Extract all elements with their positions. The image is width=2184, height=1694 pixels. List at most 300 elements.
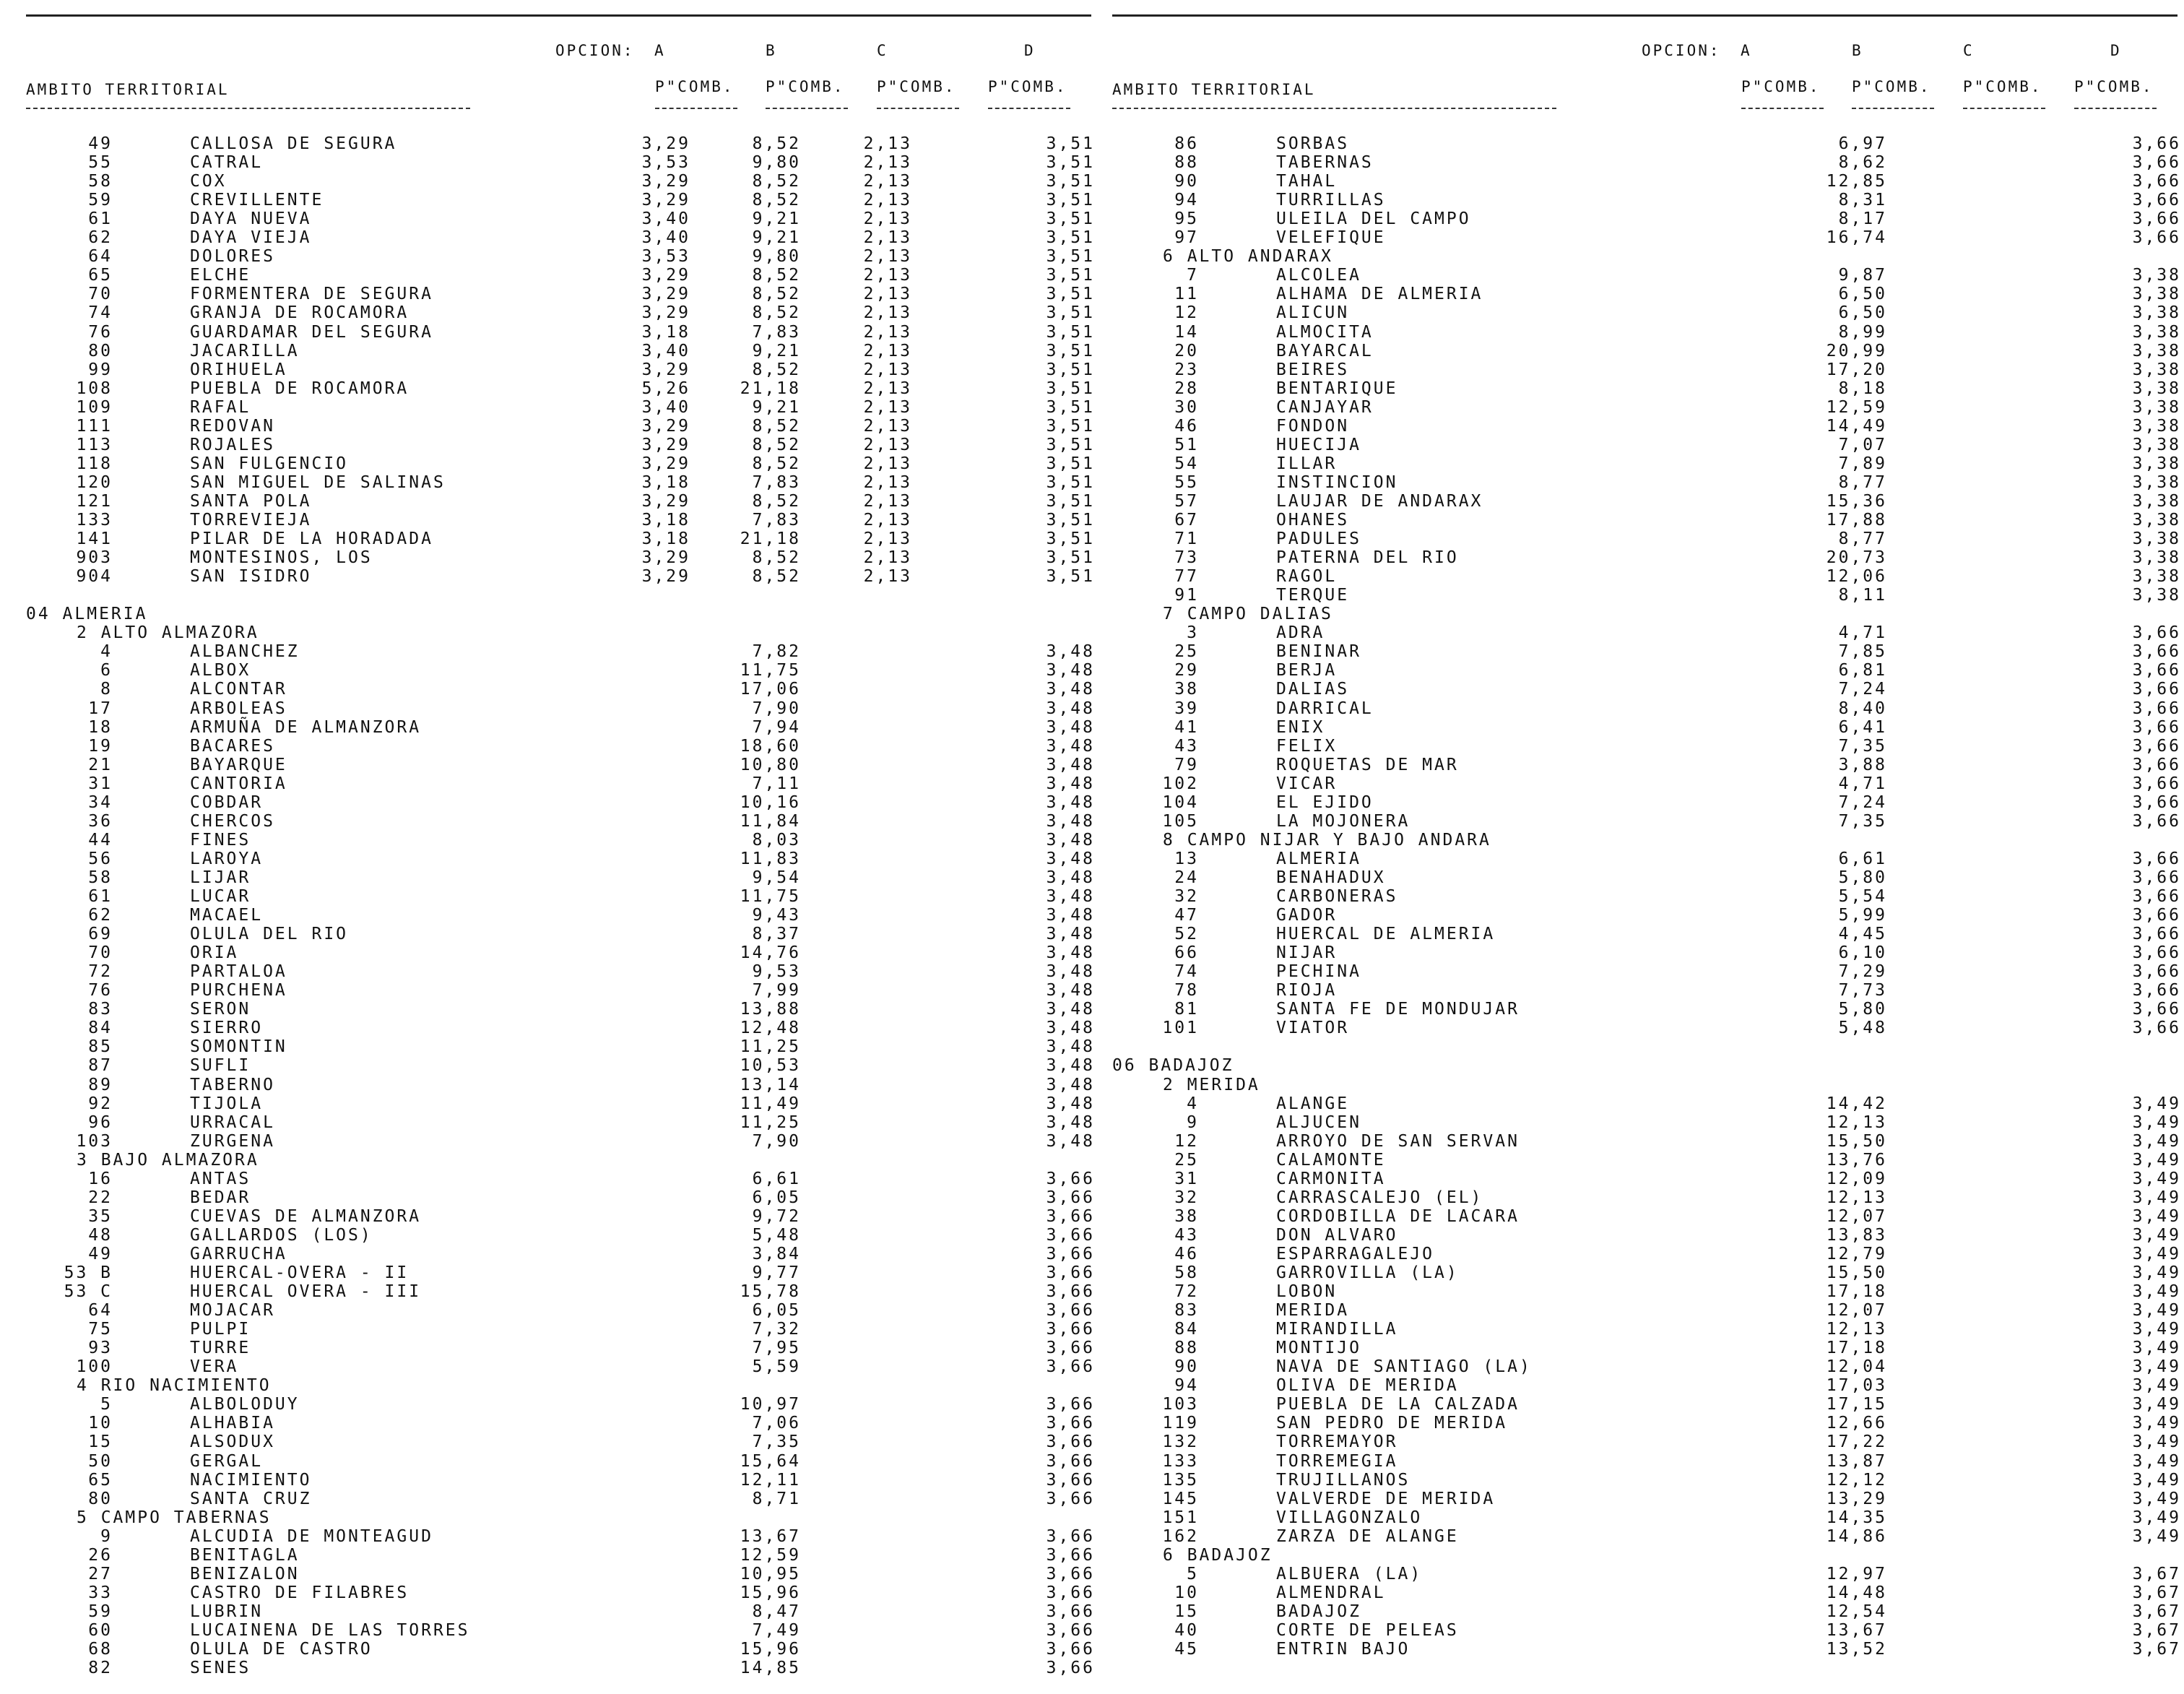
value-b: 8,37	[752, 925, 801, 944]
row-name: SIERRO	[190, 1019, 264, 1038]
table-row	[1112, 737, 2181, 756]
row-name: PARTALOA	[190, 962, 287, 982]
value-b: 11,75	[740, 661, 801, 680]
row-number: 97	[1174, 228, 1199, 248]
table-row	[26, 1320, 1095, 1339]
value-d: 3,51	[1046, 379, 1095, 398]
value-c: 2,13	[863, 454, 912, 473]
value-d: 3,67	[2132, 1564, 2181, 1583]
value-b: 8,52	[752, 285, 801, 304]
table-row	[26, 153, 1095, 172]
row-name: FORMENTERA DE SEGURA	[190, 285, 433, 304]
value-b: 17,20	[1826, 360, 1887, 379]
value-d: 3,66	[2132, 774, 2181, 793]
value-d: 3,38	[2132, 285, 2181, 304]
value-b: 12,09	[1826, 1169, 1887, 1188]
table-row	[26, 285, 1095, 303]
row-name: ALBOLODUY	[190, 1395, 300, 1414]
row-name: ENTRIN BAJO	[1276, 1640, 1410, 1659]
value-d: 3,51	[1046, 266, 1095, 285]
row-name: MERIDA	[1276, 1301, 1350, 1321]
value-b: 8,47	[752, 1602, 801, 1621]
row-number: 9	[100, 1526, 113, 1546]
row-number: 99	[88, 360, 113, 379]
row-name: FINES	[190, 830, 251, 850]
row-number: 904	[76, 567, 113, 587]
value-c: 2,13	[863, 397, 912, 417]
value-b: 6,05	[752, 1188, 801, 1207]
value-d: 3,49	[2132, 1150, 2181, 1170]
row-number: 74	[1174, 962, 1199, 982]
value-b: 12,59	[740, 1545, 801, 1565]
row-name: SAN FULGENCIO	[190, 454, 349, 473]
value-b: 10,53	[740, 1056, 801, 1076]
row-number: 6	[100, 661, 113, 680]
row-number: 24	[1174, 868, 1199, 887]
row-number: 8	[100, 680, 113, 699]
value-d: 3,66	[1046, 1526, 1095, 1546]
row-number: 49	[88, 134, 113, 153]
row-number: 13	[1174, 849, 1199, 868]
row-name: MIRANDILLA	[1276, 1320, 1398, 1339]
table-row	[26, 1432, 1095, 1451]
row-number: 133	[1162, 1451, 1199, 1471]
table-row	[1112, 228, 2181, 247]
value-d: 3,51	[1046, 303, 1095, 323]
row-name: GRANJA DE ROCAMORA	[190, 303, 410, 323]
value-d: 3,66	[2132, 1000, 2181, 1019]
value-b: 11,83	[740, 849, 801, 868]
table-row	[26, 868, 1095, 887]
row-name: ALSODUX	[190, 1432, 275, 1452]
table-row	[26, 454, 1095, 473]
table-row	[1112, 812, 2181, 831]
value-b: 12,79	[1826, 1244, 1887, 1263]
value-a: 3,18	[641, 472, 690, 492]
value-b: 9,80	[752, 153, 801, 173]
table-row	[26, 398, 1095, 417]
value-b: 18,60	[740, 736, 801, 756]
value-d: 3,66	[2132, 228, 2181, 248]
table-row	[26, 1395, 1095, 1414]
row-name: CHERCOS	[190, 811, 275, 831]
row-name: PUEBLA DE ROCAMORA	[190, 379, 410, 398]
table-row	[26, 1188, 1095, 1207]
value-a: 3,18	[641, 511, 690, 530]
table-row	[1112, 1188, 2181, 1207]
table-row	[1112, 1452, 2181, 1471]
row-number: 61	[88, 887, 113, 906]
row-name: VERA	[190, 1357, 239, 1377]
value-d: 3,48	[1046, 755, 1095, 774]
row-name: ELCHE	[190, 266, 251, 285]
value-d: 3,38	[2132, 397, 2181, 417]
row-number: 7	[1187, 266, 1199, 285]
value-a: 3,29	[641, 172, 690, 191]
row-number: 62	[88, 228, 113, 248]
value-d: 3,48	[1046, 680, 1095, 699]
table-row	[1112, 1602, 2181, 1621]
value-b: 12,13	[1826, 1320, 1887, 1339]
value-d: 3,51	[1046, 511, 1095, 530]
row-name: RAFAL	[190, 397, 251, 417]
row-number: 72	[1174, 1282, 1199, 1302]
value-d: 3,48	[1046, 925, 1095, 944]
table-row	[26, 360, 1095, 379]
row-number: 65	[88, 266, 113, 285]
row-name: BENIZALON	[190, 1564, 300, 1583]
row-number: 102	[1162, 774, 1199, 793]
row-number: 4	[1187, 1094, 1199, 1113]
table-row	[1112, 906, 2181, 925]
value-b: 8,40	[1838, 699, 1887, 718]
table-row	[26, 567, 1095, 586]
table-row	[1112, 623, 2181, 642]
value-a: 3,18	[641, 530, 690, 549]
value-c: 2,13	[863, 416, 912, 436]
value-d: 3,49	[2132, 1263, 2181, 1282]
value-d: 3,51	[1046, 416, 1095, 436]
table-row	[1112, 943, 2181, 962]
value-b: 6,41	[1838, 717, 1887, 737]
row-number: 82	[88, 1659, 113, 1678]
row-name: OLIVA DE MERIDA	[1276, 1376, 1459, 1396]
row-number: 133	[76, 511, 113, 530]
value-d: 3,48	[1046, 1056, 1095, 1076]
row-name: BADAJOZ	[1276, 1602, 1361, 1621]
value-b: 15,50	[1826, 1263, 1887, 1282]
row-name: DALIAS	[1276, 680, 1350, 699]
value-d: 3,38	[2132, 530, 2181, 549]
value-d: 3,49	[2132, 1339, 2181, 1358]
table-row	[1112, 1263, 2181, 1282]
value-d: 3,48	[1046, 1019, 1095, 1038]
row-number: 10	[1174, 1583, 1199, 1602]
row-name: SUFLI	[190, 1056, 251, 1076]
table-row	[26, 473, 1095, 492]
left-column	[26, 0, 1109, 1694]
table-row	[26, 906, 1095, 925]
row-name: LAUJAR DE ANDARAX	[1276, 491, 1483, 511]
option-a-header: A	[1741, 42, 1752, 59]
row-number: 44	[88, 830, 113, 850]
table-row	[26, 1583, 1095, 1602]
value-b: 8,52	[752, 303, 801, 323]
row-number: 109	[76, 397, 113, 417]
value-d: 3,67	[2132, 1583, 2181, 1602]
table-row	[1112, 209, 2181, 228]
row-number: 31	[1174, 1169, 1199, 1188]
value-d: 3,49	[2132, 1432, 2181, 1452]
value-b: 8,77	[1838, 472, 1887, 492]
table-row	[1112, 1357, 2181, 1376]
table-row	[1112, 1395, 2181, 1414]
table-row	[26, 1113, 1095, 1132]
table-row	[26, 943, 1095, 962]
row-name: ZARZA DE ALANGE	[1276, 1526, 1459, 1546]
value-d: 3,49	[2132, 1225, 2181, 1245]
row-name: BENINAR	[1276, 642, 1361, 662]
value-d: 3,38	[2132, 491, 2181, 511]
table-row	[26, 1301, 1095, 1320]
table-row	[26, 1282, 1095, 1301]
value-d: 3,48	[1046, 1000, 1095, 1019]
row-name: CUEVAS DE ALMANZORA	[190, 1206, 422, 1226]
value-b: 10,97	[740, 1395, 801, 1414]
row-name: BEDAR	[190, 1188, 251, 1207]
table-row	[1112, 342, 2181, 360]
value-b: 4,71	[1838, 774, 1887, 793]
row-number: 49	[88, 1244, 113, 1263]
row-name: ALMERIA	[1276, 849, 1361, 868]
comarca-heading: 6 BADAJOZ	[1163, 1545, 1273, 1565]
row-number: 141	[76, 530, 113, 549]
row-number: 74	[88, 303, 113, 323]
row-number: 10	[88, 1414, 113, 1433]
table-row	[1112, 1301, 2181, 1320]
row-name: ALCUDIA DE MONTEAGUD	[190, 1526, 433, 1546]
value-c: 2,13	[863, 247, 912, 267]
value-a: 3,29	[641, 491, 690, 511]
table-row	[26, 1659, 1095, 1677]
row-name: DOLORES	[190, 247, 275, 267]
value-b: 12,07	[1826, 1301, 1887, 1321]
value-b: 13,52	[1826, 1640, 1887, 1659]
value-d: 3,66	[1046, 1206, 1095, 1226]
table-row	[1112, 1432, 2181, 1451]
value-c: 2,13	[863, 530, 912, 549]
table-row	[26, 1452, 1095, 1471]
value-b: 15,78	[740, 1282, 801, 1302]
comarca-heading: 5 CAMPO TABERNAS	[77, 1508, 272, 1527]
value-b: 17,88	[1826, 511, 1887, 530]
value-a: 3,29	[641, 266, 690, 285]
table-row	[1112, 868, 2181, 887]
col-d-label: P"COMB.	[2074, 78, 2154, 95]
row-number: 68	[88, 1640, 113, 1659]
table-row	[1112, 1414, 2181, 1432]
value-d: 3,49	[2132, 1112, 2181, 1132]
row-name: GALLARDOS (LOS)	[190, 1225, 373, 1245]
value-b: 3,84	[752, 1244, 801, 1263]
row-name: SANTA CRUZ	[190, 1489, 312, 1508]
col-b-underline	[1852, 108, 1934, 109]
row-name: BENTARIQUE	[1276, 379, 1398, 398]
row-name: FELIX	[1276, 736, 1338, 756]
row-name: MACAEL	[190, 906, 264, 925]
value-d: 3,49	[2132, 1131, 2181, 1151]
value-d: 3,48	[1046, 887, 1095, 906]
table-row	[1112, 567, 2181, 586]
value-d: 3,66	[2132, 868, 2181, 887]
value-b: 7,35	[752, 1432, 801, 1452]
value-d: 3,48	[1046, 774, 1095, 793]
row-name: ALMENDRAL	[1276, 1583, 1386, 1602]
value-d: 3,66	[2132, 153, 2181, 173]
table-row	[26, 1565, 1095, 1583]
table-row	[1112, 680, 2181, 699]
table-row	[1112, 887, 2181, 906]
row-number: 38	[1174, 680, 1199, 699]
table-row	[26, 642, 1095, 661]
row-name: BENAHADUX	[1276, 868, 1386, 887]
value-b: 14,76	[740, 943, 801, 963]
row-name: LA MOJONERA	[1276, 811, 1410, 831]
table-row	[1112, 191, 2181, 209]
value-b: 8,52	[752, 491, 801, 511]
row-number: 70	[88, 943, 113, 963]
row-number: 79	[1174, 755, 1199, 774]
row-name: LUCAR	[190, 887, 251, 906]
table-row	[1112, 1170, 2181, 1188]
row-number: 32	[1174, 887, 1199, 906]
option-b-header: B	[766, 42, 777, 59]
value-d: 3,51	[1046, 134, 1095, 153]
row-number: 92	[88, 1094, 113, 1113]
value-b: 8,31	[1838, 191, 1887, 210]
value-c: 2,13	[863, 548, 912, 568]
value-d: 3,66	[2132, 717, 2181, 737]
row-number: 5	[100, 1395, 113, 1414]
value-b: 7,35	[1838, 811, 1887, 831]
row-number: 64	[88, 247, 113, 267]
row-number: 11	[1174, 285, 1199, 304]
value-d: 3,51	[1046, 435, 1095, 454]
row-name: SANTA FE DE MONDUJAR	[1276, 1000, 1520, 1019]
value-d: 3,66	[2132, 811, 2181, 831]
row-number: 4	[100, 642, 113, 662]
value-b: 7,94	[752, 717, 801, 737]
value-d: 3,49	[2132, 1282, 2181, 1302]
value-d: 3,48	[1046, 906, 1095, 925]
value-d: 3,66	[1046, 1244, 1095, 1263]
value-d: 3,66	[1046, 1640, 1095, 1659]
value-c: 2,13	[863, 266, 912, 285]
value-d: 3,48	[1046, 981, 1095, 1001]
value-d: 3,49	[2132, 1301, 2181, 1321]
table-row	[26, 379, 1095, 398]
value-a: 3,29	[641, 285, 690, 304]
row-number: 89	[88, 1075, 113, 1094]
row-name: CARBONERAS	[1276, 887, 1398, 906]
row-name: BERJA	[1276, 661, 1338, 680]
row-number: 84	[1174, 1320, 1199, 1339]
row-name: ZURGENA	[190, 1131, 275, 1151]
value-d: 3,38	[2132, 303, 2181, 323]
value-d: 3,51	[1046, 530, 1095, 549]
table-row	[1112, 303, 2181, 322]
option-c-header: C	[877, 42, 888, 59]
row-number: 38	[1174, 1206, 1199, 1226]
row-name: CORTE DE PELEAS	[1276, 1620, 1459, 1640]
value-d: 3,66	[2132, 209, 2181, 229]
value-c: 2,13	[863, 379, 912, 398]
row-number: 15	[88, 1432, 113, 1452]
row-name: LOBON	[1276, 1282, 1338, 1302]
row-name: TERQUE	[1276, 586, 1350, 605]
table-row	[26, 1056, 1095, 1075]
value-b: 11,25	[740, 1112, 801, 1132]
row-name: ADRA	[1276, 623, 1325, 643]
row-number: 40	[1174, 1620, 1199, 1640]
value-b: 7,82	[752, 642, 801, 662]
table-row	[26, 548, 1095, 567]
value-d: 3,66	[1046, 1602, 1095, 1621]
value-b: 8,52	[752, 548, 801, 568]
row-number: 151	[1162, 1508, 1199, 1527]
table-row	[26, 737, 1095, 756]
value-d: 3,51	[1046, 322, 1095, 342]
value-b: 12,06	[1826, 567, 1887, 587]
table-row	[26, 925, 1095, 943]
table-row	[1112, 850, 2181, 868]
col-a-label: P"COMB.	[655, 78, 734, 95]
row-name: CASTRO DE FILABRES	[190, 1583, 410, 1602]
row-name: GARROVILLA (LA)	[1276, 1263, 1459, 1282]
value-d: 3,38	[2132, 341, 2181, 360]
value-d: 3,51	[1046, 172, 1095, 191]
value-d: 3,49	[2132, 1188, 2181, 1207]
row-number: 36	[88, 811, 113, 831]
row-number: 18	[88, 717, 113, 737]
value-d: 3,48	[1046, 849, 1095, 868]
value-a: 3,29	[641, 435, 690, 454]
value-b: 7,06	[752, 1414, 801, 1433]
row-name: PUEBLA DE LA CALZADA	[1276, 1395, 1520, 1414]
value-d: 3,66	[1046, 1432, 1095, 1452]
value-b: 8,52	[752, 134, 801, 153]
table-row	[26, 1000, 1095, 1019]
value-d: 3,51	[1046, 548, 1095, 568]
value-b: 13,29	[1826, 1489, 1887, 1508]
row-name: JACARILLA	[190, 341, 300, 360]
row-name: VIATOR	[1276, 1019, 1350, 1038]
table-row	[1112, 1471, 2181, 1490]
value-d: 3,49	[2132, 1376, 2181, 1396]
right-column	[1112, 0, 2184, 1694]
value-d: 3,66	[1046, 1357, 1095, 1377]
value-d: 3,66	[2132, 943, 2181, 963]
row-number: 90	[1174, 1357, 1199, 1377]
table-row	[1112, 1207, 2181, 1226]
row-number: 25	[1174, 642, 1199, 662]
row-number: 145	[1162, 1489, 1199, 1508]
value-b: 6,61	[1838, 849, 1887, 868]
table-row	[1112, 266, 2181, 285]
value-c: 2,13	[863, 172, 912, 191]
value-b: 8,52	[752, 416, 801, 436]
row-number: 47	[1174, 906, 1199, 925]
value-d: 3,38	[2132, 454, 2181, 473]
row-number: 118	[76, 454, 113, 473]
value-c: 2,13	[863, 303, 912, 323]
row-name: REDOVAN	[190, 416, 275, 436]
row-number: 111	[76, 416, 113, 436]
table-row	[26, 209, 1095, 228]
value-b: 6,10	[1838, 943, 1887, 963]
value-d: 3,66	[1046, 1395, 1095, 1414]
table-row	[1112, 1151, 2181, 1170]
row-name: SORBAS	[1276, 134, 1350, 153]
row-number: 53 C	[64, 1282, 113, 1302]
value-b: 8,52	[752, 191, 801, 210]
value-b: 8,17	[1838, 209, 1887, 229]
row-name: ALICUN	[1276, 303, 1350, 323]
table-row	[26, 247, 1095, 266]
value-d: 3,66	[1046, 1489, 1095, 1508]
value-b: 6,05	[752, 1301, 801, 1321]
row-name: PECHINA	[1276, 962, 1361, 982]
